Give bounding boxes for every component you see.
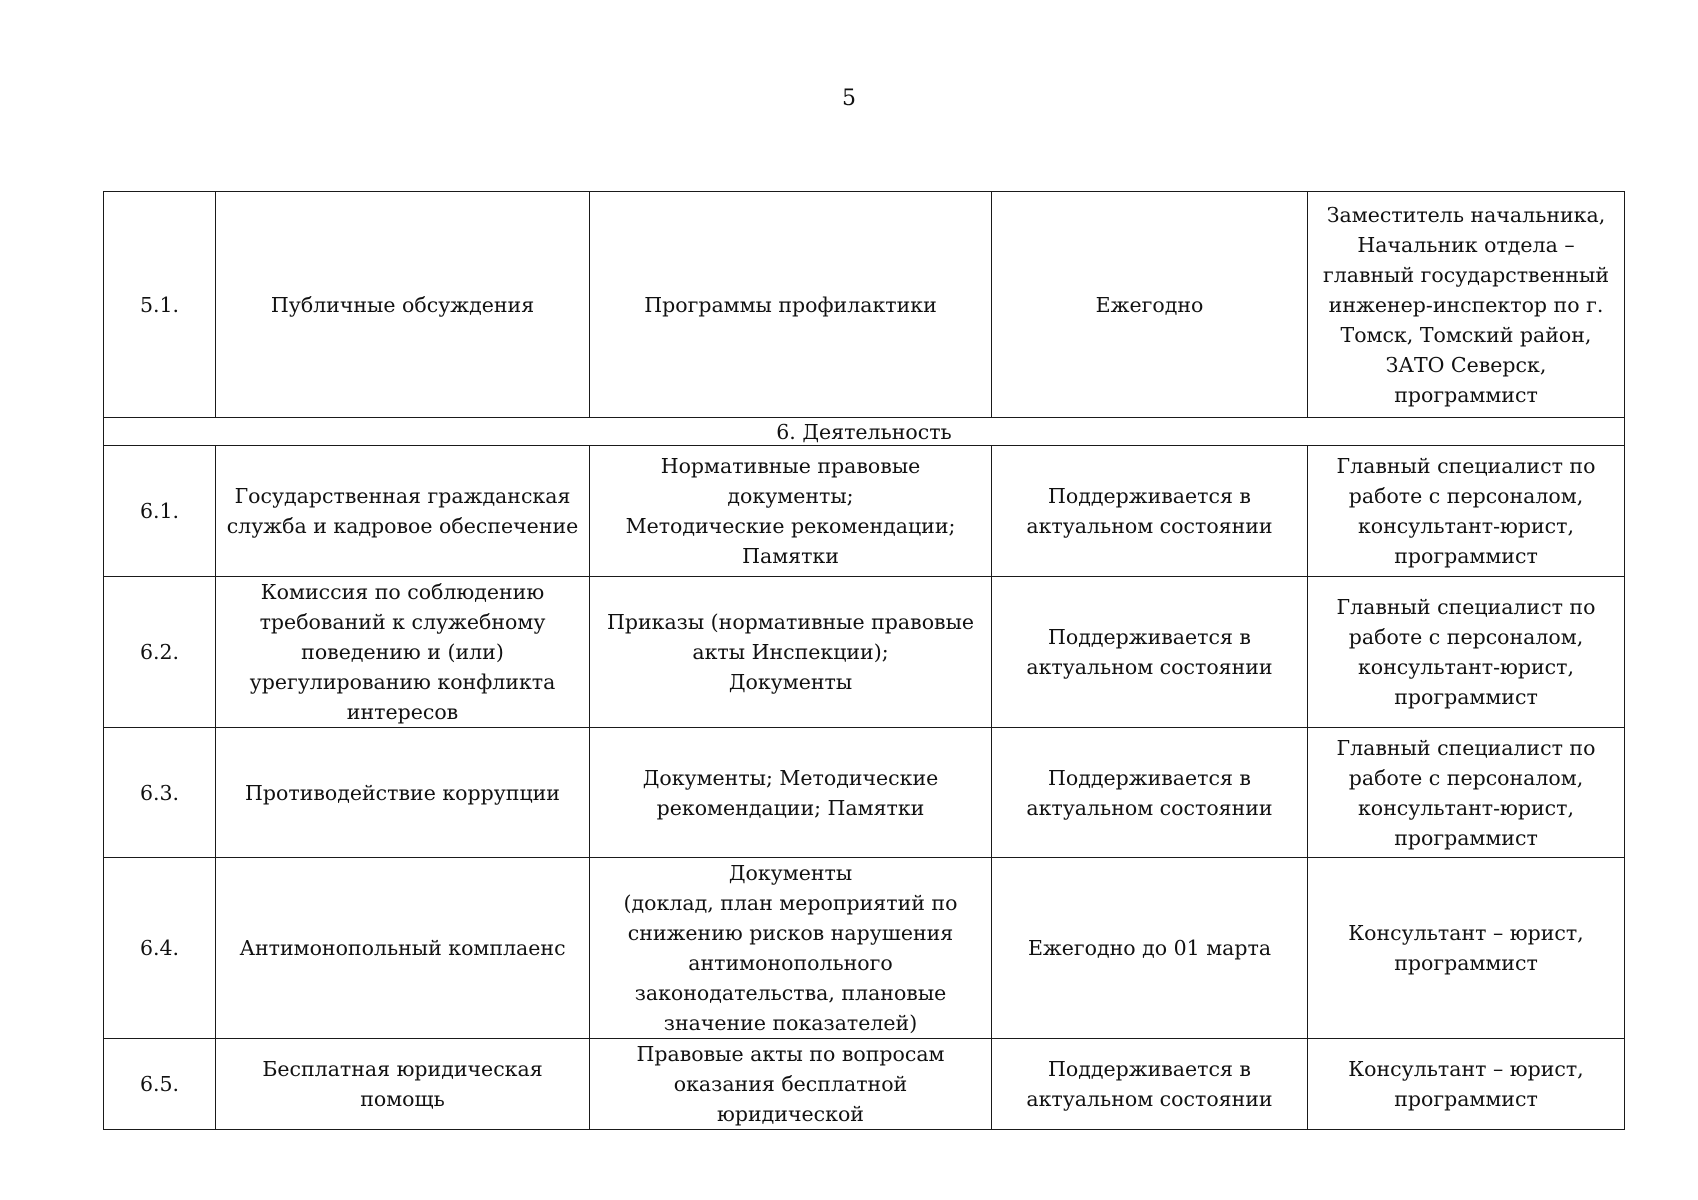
- period-cell: Ежегодно до 01 марта: [992, 858, 1308, 1039]
- documents-cell: Правовые акты по вопросам оказания бесплатной юридической: [590, 1039, 992, 1130]
- documents-cell: Приказы (нормативные правовые акты Инспекции); Документы: [590, 577, 992, 728]
- topic-cell: Комиссия по соблюдению требований к служебному поведению и (или) урегулированию конфликта интересов: [216, 577, 590, 728]
- section-row: [104, 418, 1625, 446]
- topic-cell: Антимонопольный комплаенс: [216, 858, 590, 1039]
- topic-cell: Бесплатная юридическая помощь: [216, 1039, 590, 1130]
- responsible-cell: Главный специалист по работе с персоналом, консультант-юрист, программист: [1308, 446, 1625, 577]
- section-title: 6. Деятельность: [104, 418, 1625, 446]
- table-row: [104, 577, 1625, 728]
- topic-cell: Противодействие коррупции: [216, 728, 590, 858]
- period-cell: Поддерживается в актуальном состоянии: [992, 446, 1308, 577]
- responsible-cell: Консультант – юрист, программист: [1308, 1039, 1625, 1130]
- topic-cell: Публичные обсуждения: [216, 192, 590, 418]
- table-row: [104, 728, 1625, 858]
- responsible-cell: Главный специалист по работе с персоналом, консультант-юрист, программист: [1308, 577, 1625, 728]
- page-number: 5: [842, 86, 856, 111]
- topic-cell: Государственная гражданская служба и кадровое обеспечение: [216, 446, 590, 577]
- period-cell: Поддерживается в актуальном состоянии: [992, 728, 1308, 858]
- row-number: 6.2.: [104, 577, 216, 728]
- row-number: 5.1.: [104, 192, 216, 418]
- plan-table: [103, 191, 1625, 1130]
- row-number: 6.5.: [104, 1039, 216, 1130]
- table-row: [104, 446, 1625, 577]
- period-cell: Поддерживается в актуальном состоянии: [992, 577, 1308, 728]
- responsible-cell: Заместитель начальника, Начальник отдела – главный государственный инженер-инспектор по г. Томск, Томский район, ЗАТО Северск, программист: [1308, 192, 1625, 418]
- documents-cell: Программы профилактики: [590, 192, 992, 418]
- row-number: 6.4.: [104, 858, 216, 1039]
- row-number: 6.1.: [104, 446, 216, 577]
- period-cell: Ежегодно: [992, 192, 1308, 418]
- responsible-cell: Главный специалист по работе с персоналом, консультант-юрист, программист: [1308, 728, 1625, 858]
- documents-cell: Документы (доклад, план мероприятий по снижению рисков нарушения антимонопольного законодательства, плановые значение показателей): [590, 858, 992, 1039]
- row-number: 6.3.: [104, 728, 216, 858]
- documents-cell: Документы; Методические рекомендации; Памятки: [590, 728, 992, 858]
- responsible-cell: Консультант – юрист, программист: [1308, 858, 1625, 1039]
- documents-cell: Нормативные правовые документы; Методические рекомендации; Памятки: [590, 446, 992, 577]
- table-row: [104, 858, 1625, 1039]
- table-row: [104, 192, 1625, 418]
- table-row: [104, 1039, 1625, 1130]
- period-cell: Поддерживается в актуальном состоянии: [992, 1039, 1308, 1130]
